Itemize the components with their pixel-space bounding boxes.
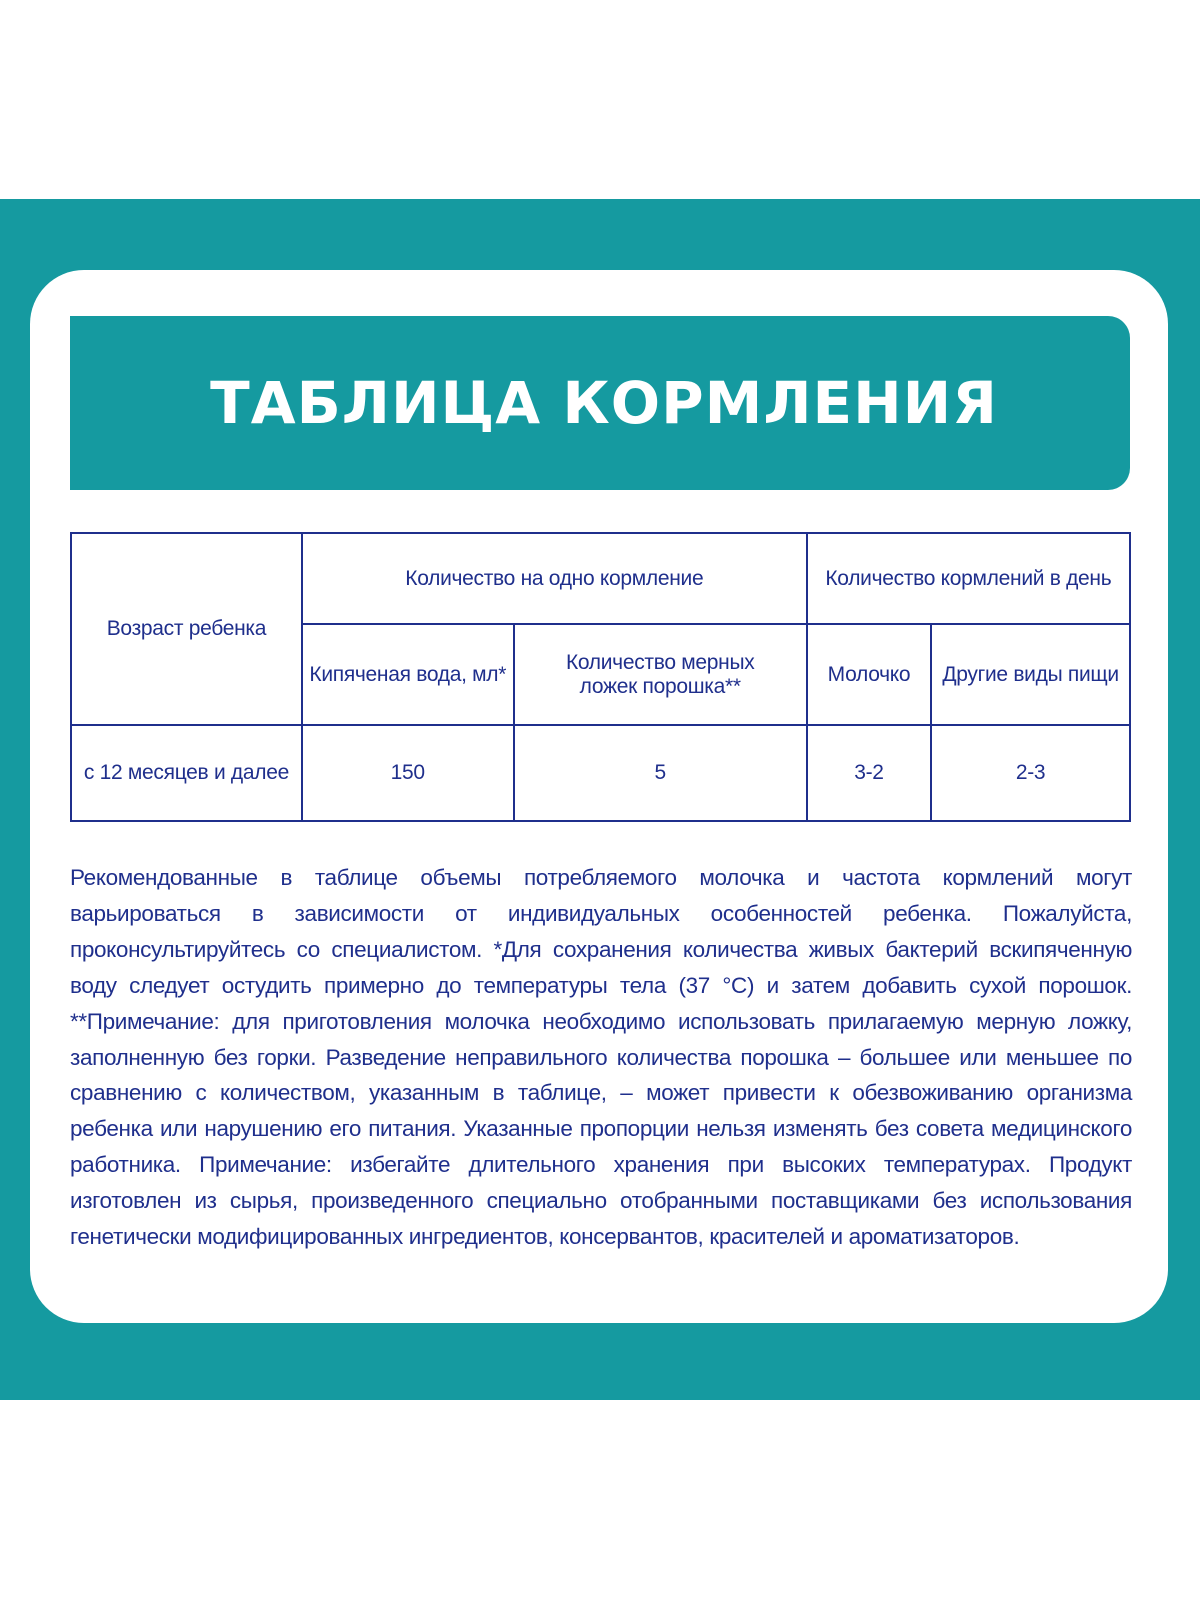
header-feedings-per-day: Количество кормлений в день bbox=[807, 533, 1130, 624]
cell-milk: 3-2 bbox=[807, 725, 931, 821]
header-boiled-water: Кипяченая вода, мл* bbox=[302, 624, 514, 725]
header-per-feeding: Количество на одно кормление bbox=[302, 533, 807, 624]
table-header-row bbox=[71, 533, 1130, 624]
info-card bbox=[30, 270, 1168, 1323]
header-scoops-label: Количество мерных ложек порошка** bbox=[565, 651, 755, 698]
page-title: ТАБЛИЦА КОРМЛЕНИЯ bbox=[210, 369, 998, 437]
cell-age: с 12 месяцев и далее bbox=[71, 725, 302, 821]
cell-scoops: 5 bbox=[514, 725, 807, 821]
header-other-food: Другие виды пищи bbox=[931, 624, 1130, 725]
header-scoops bbox=[514, 624, 807, 725]
table-row bbox=[71, 725, 1130, 821]
header-age: Возраст ребенка bbox=[71, 533, 302, 725]
notes-paragraph: Рекомендованные в таблице объемы потребляемого молочка и частота кормлений могут варьироваться в зависимости от индивидуальных особенностей ребенка. Пожалуйста, проконсультируйтесь со специалистом. *Для сохранения количества живых бактерий вскипяченную воду следует остудить примерно до температуры тела (37 °С) и затем добавить сухой порошок. **Примечание: для приготовления молочка необходимо использовать прилагаемую мерную ложку, заполненную без горки. Разведение неправильного количества порошка – большее или меньшее по сравнению с количеством, указанным в таблице, – может привести к обезвоживанию организма ребенка или нарушению его питания. Указанные пропорции нельзя изменять без совета медицинского работника. Примечание: избегайте длительного хранения при высоких температурах. Продукт изготовлен из сырья, произведенного специально отобранными поставщиками без использования генетически модифицированных ингредиентов, консервантов, красителей и ароматизаторов. bbox=[70, 865, 1132, 1250]
cell-other: 2-3 bbox=[931, 725, 1130, 821]
header-milk: Молочко bbox=[807, 624, 931, 725]
title-banner bbox=[70, 316, 1130, 490]
cell-water: 150 bbox=[302, 725, 514, 821]
feeding-table bbox=[70, 532, 1131, 822]
